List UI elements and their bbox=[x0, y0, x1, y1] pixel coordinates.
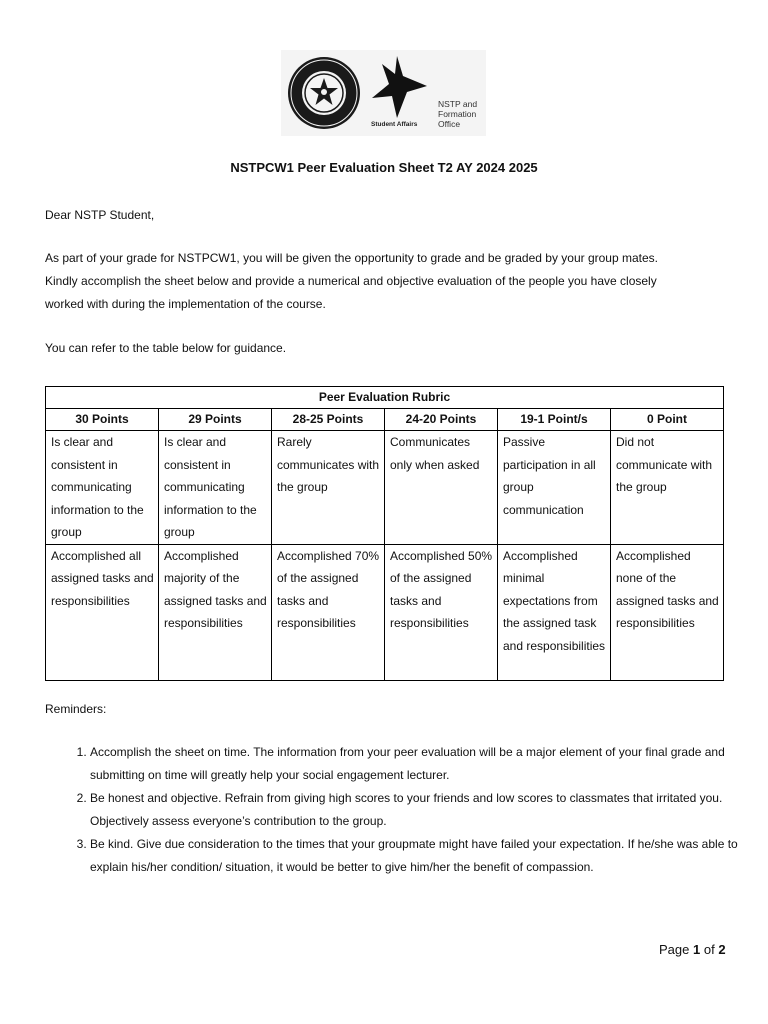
reminder-item: 2. Be honest and objective. Refrain from giving high scores to your friends and low scores to classmates that irritated you. Objectively assess everyone’s contribution to the group. bbox=[90, 787, 750, 833]
reminders-heading: Reminders: bbox=[45, 702, 107, 716]
rubric-cell: Passive participation in all group communication bbox=[498, 431, 611, 545]
student-affairs-label: Student Affairs bbox=[371, 121, 418, 128]
rubric-header: 0 Point bbox=[611, 409, 724, 431]
reminder-item: 1. Accomplish the sheet on time. The information from your peer evaluation will be a major element of your final grade and submitting on time will greatly help your social engagement lecturer. bbox=[90, 741, 750, 787]
rubric-cell: Rarely communicates with the group bbox=[272, 431, 385, 545]
rubric-header-row bbox=[46, 409, 724, 431]
rubric-cell: Accomplished all assigned tasks and responsibilities bbox=[46, 544, 159, 680]
rubric-cell: Accomplished minimal expectations from the assigned task and responsibilities bbox=[498, 544, 611, 680]
rubric-cell: Accomplished none of the assigned tasks and responsibilities bbox=[611, 544, 724, 680]
reminder-item: 3. Be kind. Give due consideration to the times that your groupmate might have failed your expectation. If he/she was able to explain his/her condition/ situation, it would be better to give him/her the benefit of compassion. bbox=[90, 833, 750, 879]
rubric-cell: Did not communicate with the group bbox=[611, 431, 724, 545]
rubric-header: 29 Points bbox=[159, 409, 272, 431]
rubric-row-tasks bbox=[46, 544, 724, 680]
university-seal-logo bbox=[287, 56, 361, 130]
office-name: NSTP and Formation Office bbox=[438, 99, 478, 129]
greeting: Dear NSTP Student, bbox=[45, 208, 155, 222]
rubric-header: 28-25 Points bbox=[272, 409, 385, 431]
rubric-cell: Communicates only when asked bbox=[385, 431, 498, 545]
rubric-header: 24-20 Points bbox=[385, 409, 498, 431]
reminders-list bbox=[45, 741, 750, 879]
rubric-caption: Peer Evaluation Rubric bbox=[46, 387, 724, 409]
rubric-cell: Accomplished 70% of the assigned tasks and responsibilities bbox=[272, 544, 385, 680]
document-title: NSTPCW1 Peer Evaluation Sheet T2 AY 2024 2025 bbox=[230, 160, 538, 175]
intro-paragraph: As part of your grade for NSTPCW1, you will be given the opportunity to grade and be graded by your group mates. Kindly accomplish the sheet below and provide a numerical and objective evaluation of the people you have closely worked with during the implementation of the course. bbox=[45, 251, 659, 311]
rubric-cell: Accomplished 50% of the assigned tasks and responsibilities bbox=[385, 544, 498, 680]
rubric-cell: Accomplished majority of the assigned tasks and responsibilities bbox=[159, 544, 272, 680]
rubric-cell: Is clear and consistent in communicating information to the group bbox=[46, 431, 159, 545]
rubric-header: 19-1 Point/s bbox=[498, 409, 611, 431]
rubric-row-communication bbox=[46, 431, 724, 545]
page-number: Page 1 of 2 bbox=[659, 942, 726, 957]
student-affairs-star-logo bbox=[367, 56, 433, 126]
header-logos bbox=[281, 50, 486, 136]
guidance-text: You can refer to the table below for guidance. bbox=[45, 341, 287, 355]
peer-evaluation-rubric-table bbox=[45, 386, 724, 681]
rubric-header: 30 Points bbox=[46, 409, 159, 431]
rubric-cell: Is clear and consistent in communicating information to the group bbox=[159, 431, 272, 545]
